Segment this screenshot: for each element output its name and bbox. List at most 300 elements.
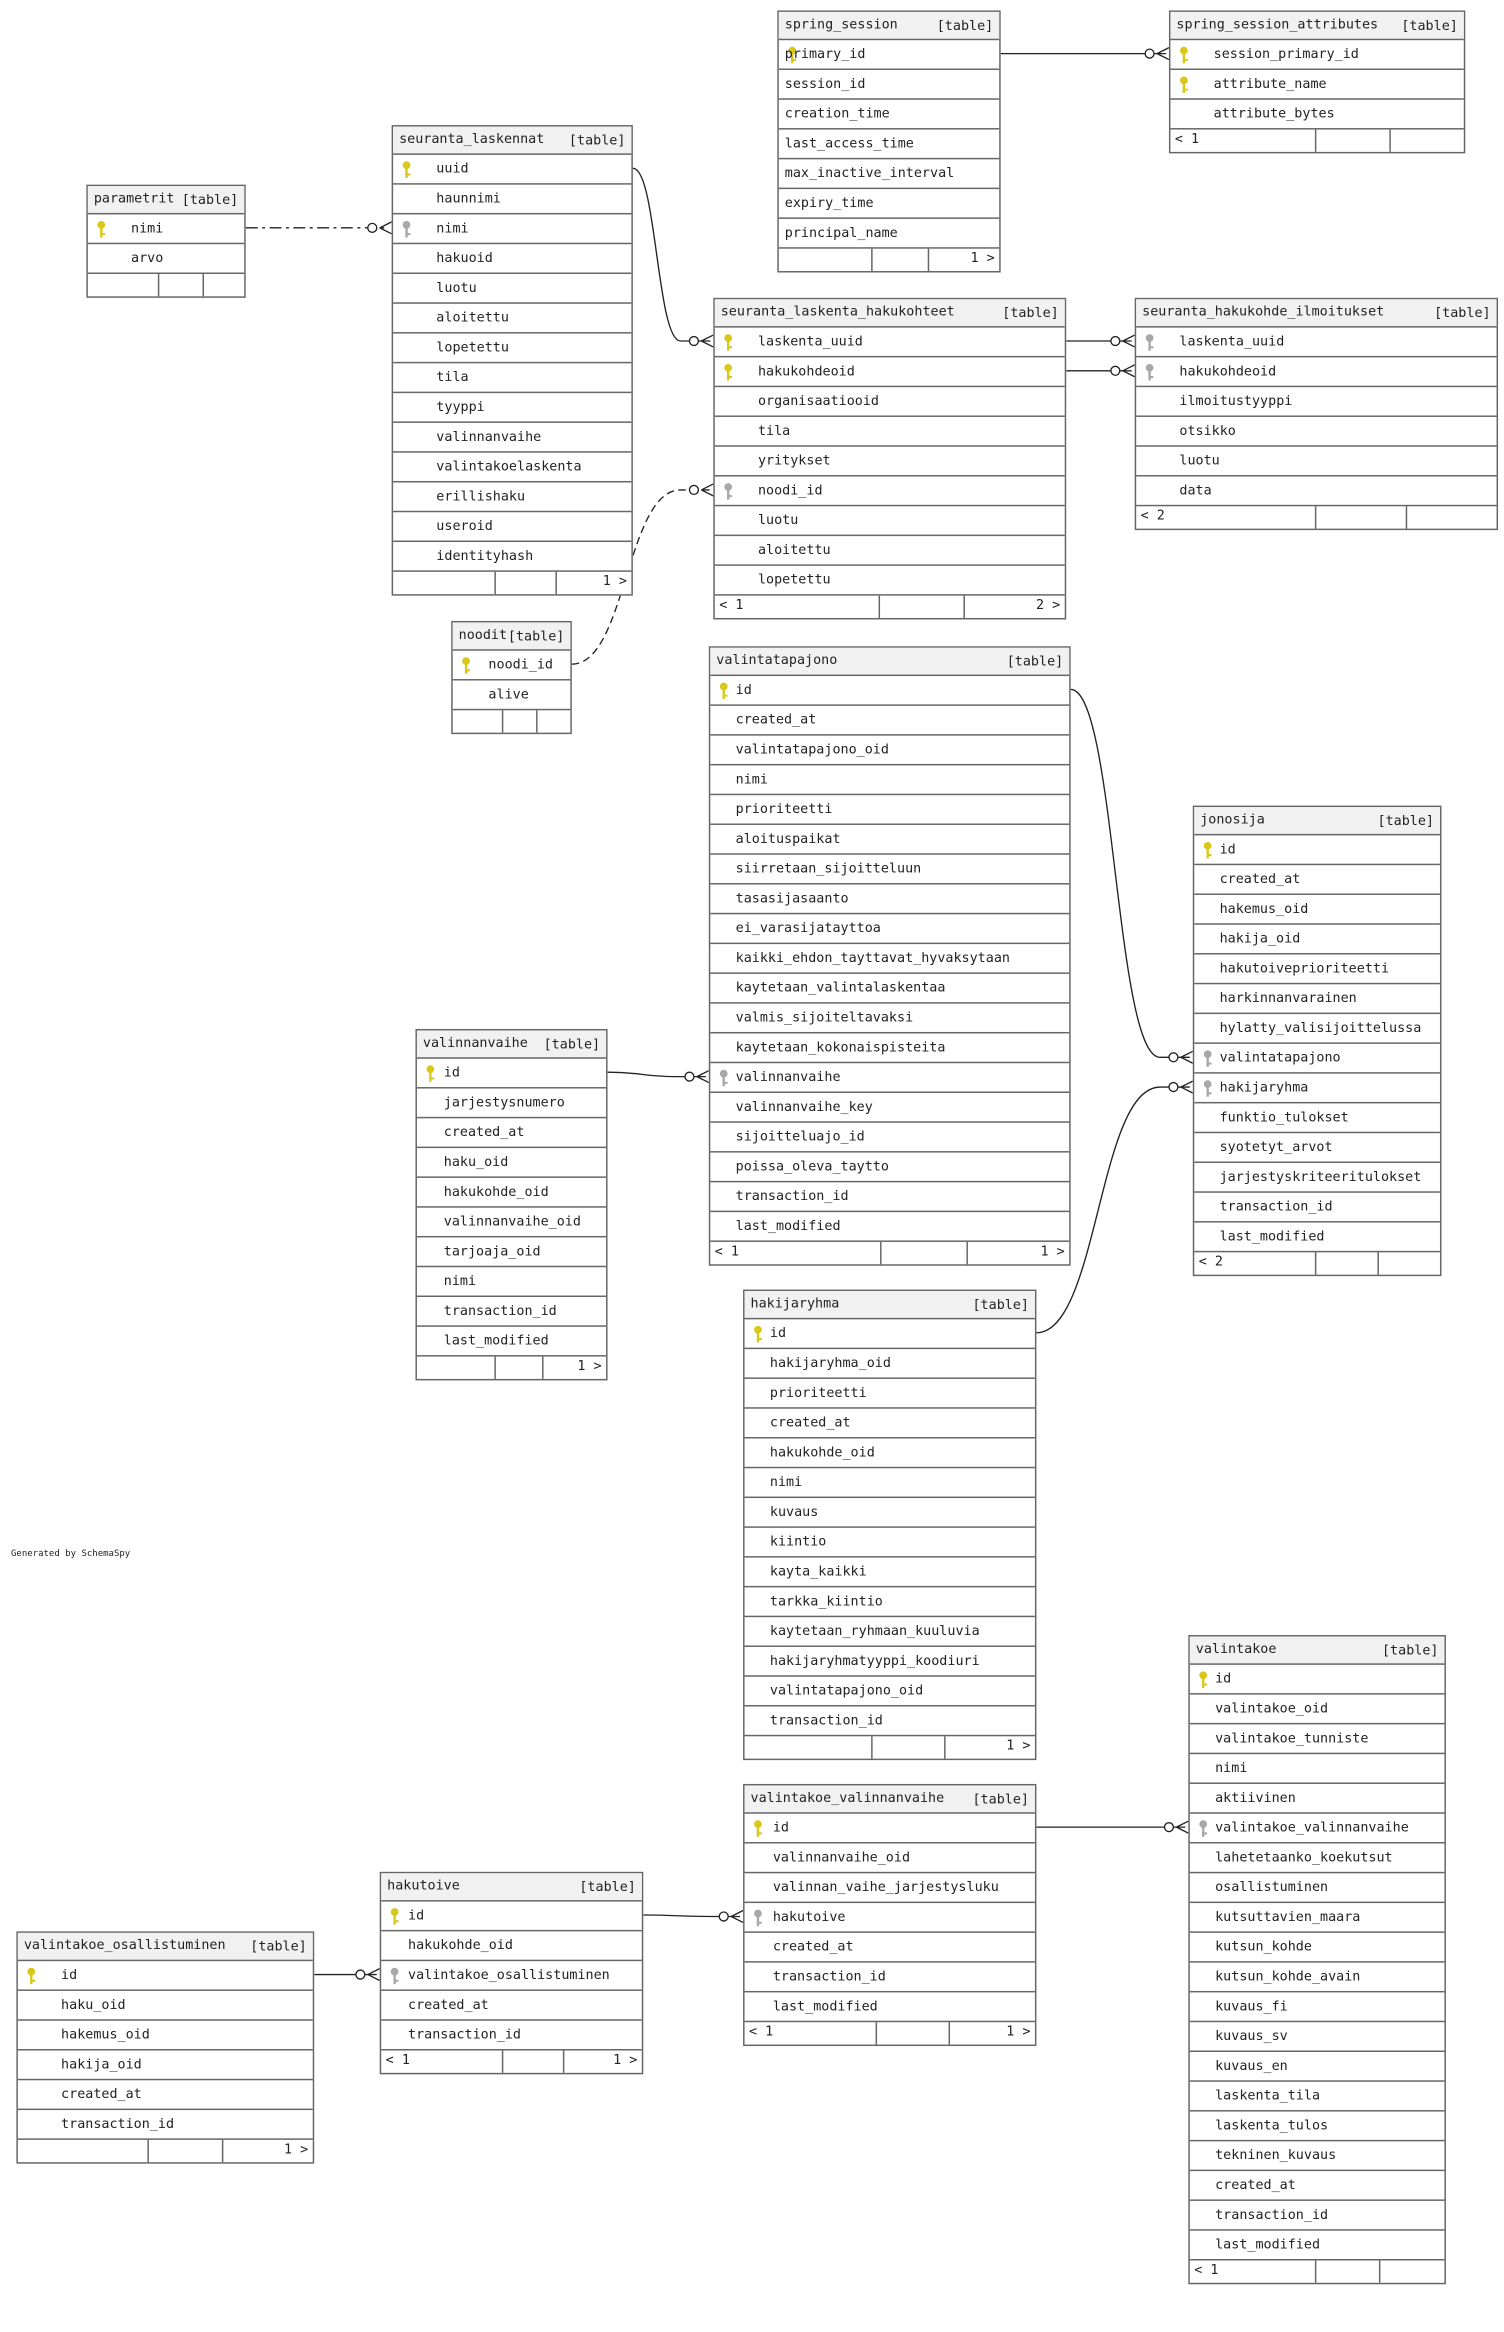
column-name: aloitettu [436, 311, 509, 327]
column-name: nimi [443, 1274, 477, 1290]
column-name: hakijaryhmatyyppi_koodiuri [769, 1654, 980, 1670]
table-type-label: [table] [972, 1298, 1029, 1314]
column-row [1194, 865, 1440, 895]
column-row [710, 1153, 1069, 1183]
column-name: jarjestysnumero [443, 1095, 565, 1111]
primary-key-icon [401, 161, 413, 179]
column-name: created_at [1219, 872, 1301, 888]
column-name: kuvaus [769, 1505, 819, 1521]
column-name: hakemus_oid [1219, 902, 1309, 918]
column-row [710, 1033, 1069, 1063]
column-name: tarjoaja_oid [443, 1244, 541, 1260]
table-type-label: [table] [543, 1037, 601, 1053]
table-header [18, 1933, 313, 1961]
column-row [779, 159, 999, 189]
children-count-cell[interactable] [929, 249, 1002, 271]
column-name: attribute_name [1213, 77, 1327, 93]
column-name: tasasijasaanto [735, 891, 849, 907]
column-name: otsikko [1179, 424, 1236, 440]
column-name: transaction_id [408, 2028, 521, 2044]
column-row [381, 2021, 642, 2051]
children-count-cell[interactable] [557, 572, 634, 594]
column-row [1190, 1873, 1445, 1903]
column-name: transaction_id [443, 1304, 557, 1320]
column-row [710, 855, 1069, 885]
foreign-key-icon [1202, 1050, 1214, 1068]
relationship-line [314, 1969, 380, 1981]
column-name: created_at [772, 1940, 854, 1956]
children-count-cell [1391, 130, 1467, 152]
column-name: noodi_id [757, 483, 823, 499]
column-row [710, 885, 1069, 915]
column-name: last_access_time [784, 136, 914, 152]
table-name: seuranta_laskennat [399, 132, 545, 148]
column-row [1136, 447, 1496, 477]
children-count-cell[interactable] [950, 2022, 1038, 2044]
table-header [715, 299, 1065, 327]
column-name: id [772, 1821, 789, 1837]
column-row [1190, 1695, 1445, 1725]
column-name: transaction_id [772, 1970, 886, 1985]
column-row [1194, 895, 1440, 925]
rows-cell [877, 2022, 950, 2044]
table-footer [18, 2140, 313, 2162]
column-name: nimi [1215, 1761, 1248, 1777]
table-footer [88, 274, 244, 296]
column-name: kaikki_ehdon_tayttavat_hyvaksytaan [735, 951, 1010, 967]
rows-cell [496, 1357, 544, 1379]
column-row [417, 1089, 606, 1119]
table-header [381, 1873, 642, 1901]
table-footer [453, 710, 571, 732]
rows-cell [882, 1242, 968, 1264]
column-row [18, 2110, 313, 2140]
column-name: last_modified [443, 1334, 549, 1350]
column-name: hakukohdeoid [1179, 364, 1277, 380]
column-row [393, 482, 631, 512]
column-name: alive [488, 687, 529, 703]
column-row [745, 1528, 1035, 1558]
table-spring-session [777, 10, 1000, 272]
table-type-label: [table] [1401, 19, 1458, 35]
column-row [417, 1178, 606, 1208]
column-row [1190, 1754, 1445, 1784]
children-count-cell[interactable] [544, 1357, 610, 1379]
column-row [1190, 2171, 1445, 2201]
column-row [745, 1558, 1035, 1588]
column-row [745, 1963, 1035, 1993]
column-name: transaction_id [769, 1713, 883, 1729]
column-name: transaction_id [61, 2117, 175, 2133]
primary-key-icon [752, 1325, 764, 1343]
column-name: poissa_oleva_taytto [735, 1160, 889, 1175]
column-name: siirretaan_sijoitteluun [735, 862, 922, 878]
rows-cell [503, 2051, 564, 2073]
table-type-label: [table] [250, 1940, 307, 1956]
column-row [393, 363, 631, 393]
column-row [710, 736, 1069, 766]
relationship-line [643, 1911, 743, 1923]
column-row [1190, 1814, 1445, 1844]
table-header [710, 648, 1069, 676]
column-row [393, 304, 631, 334]
parents-count-cell [417, 1357, 496, 1379]
column-row [1194, 835, 1440, 865]
parents-count-cell[interactable] [745, 2022, 878, 2044]
column-name: attribute_bytes [1213, 107, 1335, 123]
column-name: max_inactive_interval [784, 166, 955, 182]
column-row [1190, 2231, 1445, 2261]
table-name: valintakoe [1195, 1642, 1277, 1658]
primary-key-icon [95, 220, 107, 238]
column-name: transaction_id [735, 1189, 849, 1205]
column-row [1136, 357, 1496, 387]
table-header [393, 127, 631, 155]
rows-cell [873, 1736, 946, 1758]
column-row [715, 506, 1065, 536]
children-count-cell [538, 710, 574, 732]
rows-cell [1316, 506, 1407, 528]
column-name: aloituspaikat [735, 832, 841, 848]
parents-count-cell[interactable] [1190, 2260, 1317, 2282]
column-name: primary_id [784, 47, 866, 63]
table-footer [779, 249, 999, 271]
table-type-label: [table] [1002, 306, 1059, 322]
primary-key-icon [752, 1820, 764, 1838]
column-name: hakutoive [772, 1910, 846, 1926]
column-row [393, 274, 631, 304]
column-row [1136, 477, 1496, 507]
foreign-key-icon [401, 220, 413, 238]
column-name: nimi [131, 221, 164, 237]
column-name: transaction_id [1219, 1200, 1333, 1216]
parents-count-cell [18, 2140, 149, 2162]
column-row [1136, 387, 1496, 417]
primary-key-icon [389, 1908, 401, 1926]
column-row [381, 1902, 642, 1932]
relationship-line [1036, 1821, 1188, 1833]
column-row [710, 914, 1069, 944]
table-name: hakijaryhma [750, 1297, 840, 1312]
relationship-line [1066, 335, 1134, 347]
column-name: prioriteetti [735, 802, 833, 818]
table-type-label: [table] [181, 193, 239, 209]
column-name: kutsuttavien_maara [1215, 1910, 1361, 1926]
table-header [1194, 807, 1440, 835]
column-row [745, 1617, 1035, 1647]
table-header [745, 1291, 1035, 1319]
table-footer [1194, 1252, 1440, 1274]
column-name: valmis_sijoiteltavaksi [735, 1011, 914, 1026]
table-valintatapajono [709, 646, 1071, 1265]
rows-cell [159, 274, 204, 296]
table-type-label: [table] [1006, 655, 1064, 671]
column-name: valintakoe_valinnanvaihe [1215, 1821, 1409, 1837]
children-count-cell[interactable] [965, 596, 1068, 618]
column-name: kuvaus_sv [1215, 2029, 1288, 2045]
column-name: hakukohdeoid [757, 364, 855, 380]
column-name: nimi [735, 772, 768, 788]
table-name: seuranta_hakukohde_ilmoitukset [1142, 305, 1385, 321]
column-name: kutsun_kohde [1215, 1940, 1312, 1956]
column-name: hakukohde_oid [443, 1185, 549, 1201]
column-row [715, 447, 1065, 477]
column-row [18, 1991, 313, 2021]
column-row [745, 1319, 1035, 1349]
column-name: id [1219, 842, 1236, 858]
column-name: osallistuminen [1215, 1880, 1329, 1896]
table-type-label: [table] [568, 134, 626, 149]
children-count-cell[interactable] [946, 1736, 1038, 1758]
column-name: laskenta_tila [1215, 2089, 1321, 2105]
column-name: session_id [784, 77, 866, 93]
column-row [381, 1961, 642, 1991]
primary-key-icon [1178, 46, 1190, 64]
column-row [1194, 1163, 1440, 1193]
column-name: laskenta_uuid [1179, 335, 1285, 350]
table-seuranta-hakukohde-ilmoitukset [1135, 298, 1498, 530]
rows-cell [149, 2140, 223, 2162]
column-row [393, 334, 631, 364]
column-row [1194, 1103, 1440, 1133]
column-name: kaytetaan_ryhmaan_kuuluvia [769, 1624, 980, 1640]
column-row [393, 155, 631, 185]
column-name: valinnanvaihe [436, 430, 542, 446]
column-name: noodi_id [488, 658, 553, 674]
column-name: creation_time [784, 107, 890, 123]
table-name: seuranta_laskenta_hakukohteet [720, 305, 955, 321]
table-header [779, 12, 999, 40]
column-name: uuid [436, 162, 469, 178]
column-row [1194, 925, 1440, 955]
column-row [710, 795, 1069, 825]
parents-count-cell[interactable] [1170, 130, 1316, 152]
column-name: hakija_oid [61, 2057, 142, 2073]
table-seuranta-laskenta-hakukohteet [713, 298, 1066, 620]
relationship-line [1066, 365, 1134, 377]
parents-count-cell [393, 572, 496, 594]
column-name: last_modified [772, 1999, 878, 2015]
table-valinnanvaihe [415, 1029, 607, 1380]
table-name: spring_session_attributes [1176, 17, 1379, 33]
table-name: spring_session [784, 17, 898, 33]
rows-cell [1316, 2260, 1380, 2282]
table-footer [745, 2022, 1035, 2044]
rows-cell [1316, 1252, 1379, 1274]
column-row [710, 1212, 1069, 1242]
column-row [1190, 1992, 1445, 2022]
children-count-cell [1380, 2260, 1447, 2282]
column-name: lopetettu [757, 573, 831, 589]
column-row [393, 185, 631, 215]
table-name: valintatapajono [716, 653, 838, 669]
column-name: lopetettu [436, 341, 509, 356]
column-row [393, 423, 631, 453]
children-count-cell[interactable] [564, 2051, 644, 2073]
column-row [1190, 1784, 1445, 1814]
parents-count-cell[interactable] [715, 596, 880, 618]
foreign-key-icon [752, 1909, 764, 1927]
column-row [1194, 955, 1440, 985]
table-header [1170, 12, 1463, 40]
table-footer [745, 1736, 1035, 1758]
column-name: transaction_id [1215, 2208, 1329, 2224]
column-name: valintakoelaskenta [436, 460, 582, 476]
column-row [393, 393, 631, 423]
column-row [1190, 1933, 1445, 1963]
column-name: created_at [769, 1416, 851, 1432]
foreign-key-icon [722, 482, 734, 500]
parents-count-cell [745, 1736, 873, 1758]
column-row [745, 1587, 1035, 1617]
footer-text: < 1 [719, 598, 744, 614]
column-row [745, 1844, 1035, 1874]
column-row [393, 244, 631, 274]
column-name: kuvaus_en [1215, 2059, 1288, 2075]
table-footer [381, 2051, 642, 2073]
column-name: hakuoid [436, 251, 493, 267]
rows-cell [496, 572, 557, 594]
column-name: nimi [436, 221, 469, 237]
column-name: data [1179, 483, 1212, 499]
column-row [417, 1118, 606, 1148]
column-row [417, 1148, 606, 1178]
column-row [745, 1379, 1035, 1409]
column-row [745, 1677, 1035, 1707]
table-jonosija [1193, 806, 1442, 1277]
column-name: valinnanvaihe_key [735, 1100, 873, 1116]
parents-count-cell[interactable] [381, 2051, 503, 2073]
column-name: hakija_oid [1219, 932, 1301, 948]
table-name: jonosija [1200, 813, 1265, 828]
parents-count-cell [88, 274, 159, 296]
footer-text: < 2 [1198, 1255, 1223, 1271]
table-type-label: [table] [972, 1792, 1029, 1808]
column-row [417, 1297, 606, 1327]
relationship-line [633, 168, 713, 347]
table-footer [417, 1357, 606, 1379]
column-name: kiintio [769, 1535, 827, 1551]
column-row [393, 542, 631, 572]
column-row [1136, 328, 1496, 358]
footer-text: 1 > [577, 1359, 602, 1375]
primary-key-icon [1202, 841, 1214, 859]
column-name: arvo [131, 251, 164, 267]
column-name: kaytetaan_valintalaskentaa [735, 981, 946, 997]
column-row [779, 219, 999, 249]
column-row [1190, 2141, 1445, 2171]
footer-text: 1 > [1006, 1739, 1031, 1755]
column-name: luotu [757, 513, 799, 529]
table-valintakoe [1188, 1635, 1446, 2284]
column-name: principal_name [784, 226, 898, 242]
column-name: id [735, 683, 752, 699]
column-row [779, 70, 999, 100]
column-row [1190, 2201, 1445, 2231]
column-name: tarkka_kiintio [769, 1594, 883, 1610]
table-name: hakutoive [387, 1879, 460, 1895]
column-row [18, 2051, 313, 2081]
column-name: id [408, 1909, 425, 1924]
column-row [453, 651, 571, 681]
column-name: hakijaryhma_oid [769, 1356, 891, 1372]
column-name: valintatapajono [1219, 1051, 1341, 1067]
column-name: hakemus_oid [61, 2028, 150, 2044]
table-header [745, 1785, 1035, 1813]
column-name: laskenta_tulos [1215, 2119, 1329, 2134]
column-row [1190, 1724, 1445, 1754]
table-footer [1170, 130, 1463, 152]
foreign-key-icon [1144, 334, 1156, 352]
footer-text: 1 > [970, 251, 995, 267]
parents-count-cell [779, 249, 873, 271]
column-row [417, 1237, 606, 1267]
relationship-line [608, 1071, 709, 1083]
rows-cell [880, 596, 965, 618]
column-name: kuvaus_fi [1215, 1999, 1288, 2015]
column-name: session_primary_id [1213, 47, 1359, 63]
column-name: haunnimi [436, 192, 501, 207]
column-row [779, 130, 999, 160]
column-name: hakukohde_oid [408, 1938, 513, 1954]
column-name: lahetetaanko_koekutsut [1215, 1850, 1393, 1866]
column-row [1190, 1963, 1445, 1993]
table-parametrit [86, 185, 245, 298]
column-name: expiry_time [784, 196, 874, 212]
column-row [88, 214, 244, 244]
column-row [710, 974, 1069, 1004]
column-row [779, 40, 999, 70]
column-name: kayta_kaikki [769, 1565, 867, 1580]
footer-text: 1 > [284, 2142, 309, 2158]
parents-count-cell[interactable] [1194, 1252, 1316, 1274]
column-name: created_at [408, 1998, 489, 2014]
column-row [745, 1933, 1035, 1963]
primary-key-icon [1178, 76, 1190, 94]
parents-count-cell[interactable] [710, 1242, 881, 1264]
column-row [88, 244, 244, 274]
rows-cell [503, 710, 537, 732]
relationship-line [1071, 689, 1193, 1063]
table-name: valintakoe_valinnanvaihe [750, 1791, 945, 1807]
column-row [710, 944, 1069, 974]
column-row [1190, 2112, 1445, 2142]
table-name: valinnanvaihe [422, 1036, 528, 1052]
table-header [1190, 1637, 1445, 1665]
parents-count-cell[interactable] [1136, 506, 1316, 528]
foreign-key-icon [1144, 363, 1156, 381]
column-row [710, 1004, 1069, 1034]
column-row [381, 1931, 642, 1961]
column-row [715, 566, 1065, 596]
children-count-cell[interactable] [223, 2140, 315, 2162]
column-row [710, 706, 1069, 736]
column-row [715, 357, 1065, 387]
column-name: valintatapajono_oid [769, 1684, 924, 1700]
footer-text: < 1 [1174, 132, 1200, 148]
column-name: id [443, 1066, 460, 1082]
column-row [1194, 1133, 1440, 1163]
column-row [710, 1093, 1069, 1123]
primary-key-icon [718, 682, 730, 700]
table-type-label: [table] [1434, 306, 1491, 322]
column-name: tila [757, 424, 791, 440]
table-seuranta-laskennat [392, 125, 633, 596]
primary-key-icon [424, 1065, 436, 1083]
column-name: syotetyt_arvot [1219, 1140, 1333, 1156]
children-count-cell[interactable] [968, 1242, 1072, 1264]
column-row [710, 765, 1069, 795]
